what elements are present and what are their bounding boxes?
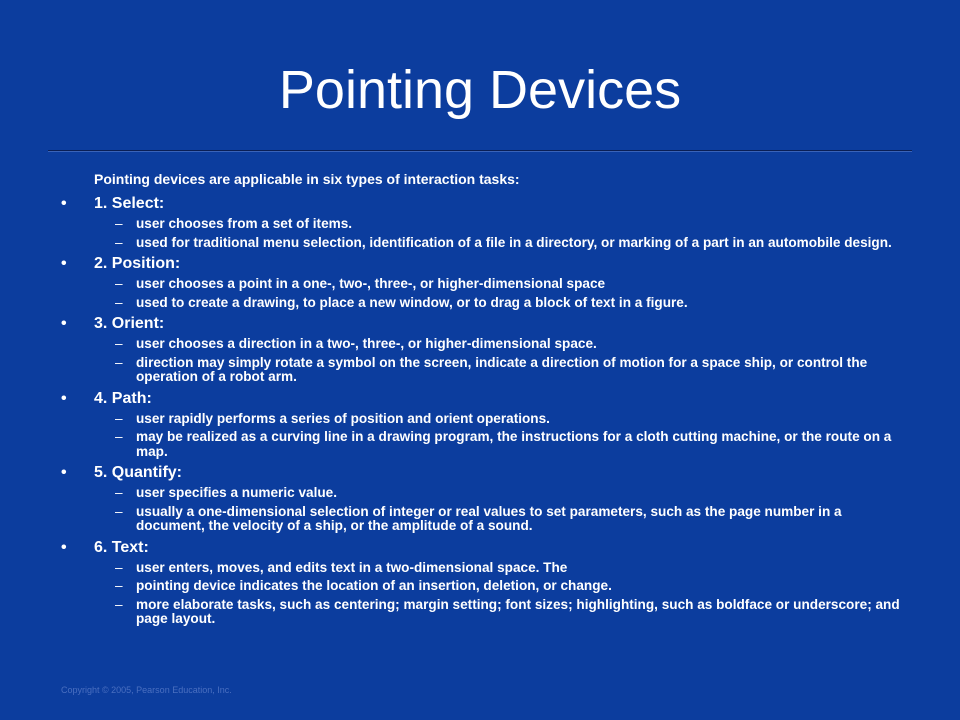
section-group [0, 538, 960, 627]
bullet-marker: • [61, 315, 67, 332]
dash-marker: – [115, 596, 123, 612]
section-heading [0, 254, 960, 274]
section-heading [0, 463, 960, 483]
sub-item-text: user rapidly performs a series of position and orient operations. [136, 410, 550, 426]
dash-marker: – [115, 234, 123, 250]
dash-marker: – [115, 578, 123, 593]
section-list [0, 194, 960, 627]
section-heading [0, 194, 960, 214]
sub-item [0, 598, 960, 627]
sub-item [0, 412, 960, 427]
bullet-marker: • [61, 464, 67, 481]
sub-item [0, 486, 960, 501]
slide-content [0, 171, 960, 631]
section-heading-text: 1. Select: [94, 195, 165, 212]
dash-marker: – [115, 276, 123, 291]
section-group [0, 463, 960, 534]
sub-item [0, 430, 960, 459]
sub-item-text: user chooses a direction in a two-, three-, or higher-dimensional space. [136, 336, 597, 351]
dash-marker: – [115, 485, 123, 500]
section-group [0, 389, 960, 460]
dash-marker: – [115, 410, 123, 426]
copyright-footer: Copyright © 2005, Pearson Education, Inc. [61, 685, 232, 695]
dash-marker: – [115, 503, 123, 519]
sub-item-text: pointing device indicates the location of an insertion, deletion, or change. [136, 578, 612, 593]
section-heading-text: 3. Orient: [94, 315, 165, 332]
section-heading-text: 6. Text: [94, 538, 149, 556]
dash-marker: – [115, 294, 123, 310]
sub-item-text: direction may simply rotate a symbol on the screen, indicate a direction of motion for a space ship, or control the operation of a robot arm. [136, 354, 868, 384]
sub-item [0, 277, 960, 292]
sub-item-text: user specifies a numeric value. [136, 485, 337, 500]
sub-item-text: may be realized as a curving line in a drawing program, the instructions for a cloth cutting machine, or the route on a map. [136, 429, 892, 459]
title-divider [48, 150, 912, 152]
dash-marker: – [115, 559, 123, 575]
sub-item [0, 236, 960, 251]
sub-item [0, 579, 960, 594]
sub-item [0, 217, 960, 232]
dash-marker: – [115, 336, 123, 351]
section-group [0, 314, 960, 385]
sub-item-text: user chooses from a set of items. [136, 216, 353, 231]
bullet-marker: • [61, 389, 67, 407]
section-heading-text: 4. Path: [94, 389, 152, 407]
dash-marker: – [115, 216, 123, 231]
section-group [0, 194, 960, 250]
section-heading [0, 314, 960, 334]
sub-item-text: more elaborate tasks, such as centering; margin setting; font sizes; highlighting, such as boldface or underscore; and page layout. [136, 596, 900, 626]
sub-item-text: used to create a drawing, to place a new window, or to drag a block of text in a figure. [136, 294, 688, 310]
bullet-marker: • [61, 195, 67, 212]
sub-item [0, 296, 960, 311]
section-heading [0, 538, 960, 558]
bullet-marker: • [61, 255, 67, 272]
sub-item [0, 337, 960, 352]
sub-item-text: used for traditional menu selection, identification of a file in a directory, or marking of a part in an automobile design. [136, 234, 892, 250]
section-heading-text: 5. Quantify: [94, 464, 183, 481]
sub-item-text: user enters, moves, and edits text in a two-dimensional space. The [136, 559, 568, 575]
sub-item-text: usually a one-dimensional selection of integer or real values to set parameters, such as the page number in a document, the velocity of a ship, or the amplitude of a sound. [136, 503, 842, 533]
section-heading-text: 2. Position: [94, 255, 181, 272]
section-group [0, 254, 960, 310]
sub-item-text: user chooses a point in a one-, two-, three-, or higher-dimensional space [136, 276, 606, 291]
dash-marker: – [115, 354, 123, 370]
sub-item [0, 356, 960, 385]
dash-marker: – [115, 429, 123, 444]
intro-text: Pointing devices are applicable in six types of interaction tasks: [94, 171, 520, 187]
slide-title: Pointing Devices [278, 60, 682, 120]
bullet-marker: • [61, 538, 67, 556]
sub-item [0, 561, 960, 576]
sub-item [0, 505, 960, 534]
section-heading [0, 389, 960, 409]
